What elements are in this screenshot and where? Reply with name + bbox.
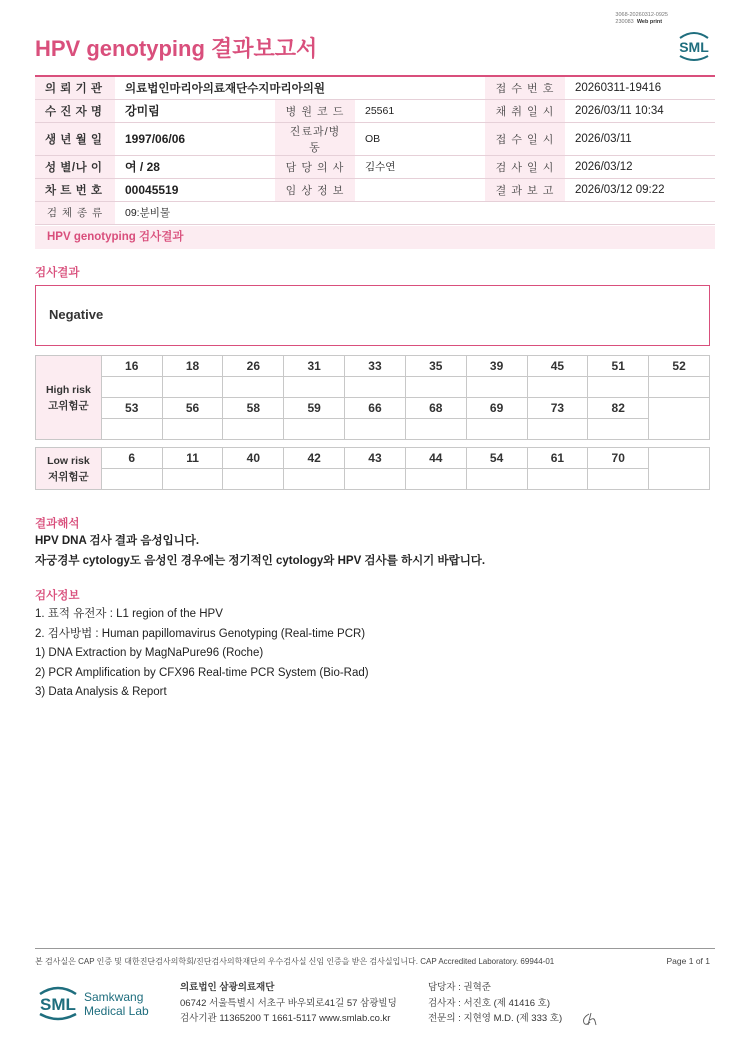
test-info-text (35, 605, 369, 703)
genotype-cell: 58 (223, 398, 284, 419)
result-cell (284, 469, 345, 490)
sml-logo-icon (674, 26, 714, 66)
genotype-cell: 31 (284, 356, 345, 377)
signature-icon (580, 1010, 602, 1028)
test-info-line: 1) DNA Extraction by MagNaPure96 (Roche) (35, 647, 264, 659)
genotype-cell: 26 (223, 356, 284, 377)
info-label: 담 당 의 사 (275, 155, 355, 178)
low-risk-label: Low risk 저위험군 (36, 448, 102, 490)
info-value: 의료법인마리아의료재단수지마리아의원 (115, 76, 485, 99)
info-label: 수 진 자 명 (35, 99, 115, 122)
footer-note: 본 검사실은 CAP 인증 및 대한진단검사의학회/진단검사의학재단의 우수검사실 신임 인증을 받은 검사실입니다. CAP Accredited Laboratory. 69944-01 (35, 957, 555, 966)
result-heading: 검사결과 (35, 267, 80, 279)
info-row (35, 99, 715, 122)
genotype-cell: 53 (101, 398, 162, 419)
page-number: Page 1 of 1 (666, 956, 710, 966)
result-cell (223, 377, 284, 398)
info-label: 차 트 번 호 (35, 178, 115, 201)
result-row (36, 419, 710, 440)
samkwang-logo-icon (36, 980, 156, 1024)
info-value: 여 / 28 (115, 155, 275, 178)
interpretation-line: HPV DNA 검사 결과 음성입니다. (35, 535, 200, 547)
specimen-label: 검 체 종 류 (35, 201, 115, 224)
result-cell (162, 377, 223, 398)
result-cell (162, 419, 223, 440)
genotype-cell: 66 (345, 398, 406, 419)
svg-text:SML: SML (40, 995, 76, 1014)
result-cell (588, 377, 649, 398)
info-label: 임 상 정 보 (275, 178, 355, 201)
staff-line: 검사자 : 서진호 (제 41416 호) (428, 997, 550, 1009)
footer-divider (35, 948, 715, 949)
result-cell (284, 419, 345, 440)
svg-text:SML: SML (679, 39, 709, 55)
result-cell (223, 419, 284, 440)
org-name: 의료법인 삼광의료재단 (180, 982, 275, 993)
result-cell (527, 419, 588, 440)
info-value: 2026/03/11 10:34 (565, 99, 715, 122)
svg-text:Medical Lab: Medical Lab (84, 1004, 149, 1018)
document-code (615, 12, 668, 26)
result-cell (101, 469, 162, 490)
high-risk-table (35, 355, 710, 440)
result-cell (345, 419, 406, 440)
result-cell (284, 377, 345, 398)
test-info-line: 1. 표적 유전자 : L1 region of the HPV (35, 608, 223, 620)
genotype-cell: 52 (649, 356, 710, 377)
section-title: HPV genotyping 검사결과 (35, 226, 715, 249)
genotype-cell: 45 (527, 356, 588, 377)
result-cell (527, 377, 588, 398)
result-row (36, 469, 710, 490)
info-value: 2026/03/12 (565, 155, 715, 178)
document-code-line2: 230083 Web print (615, 19, 663, 25)
info-label: 의 뢰 기 관 (35, 76, 115, 99)
genotype-cell: 70 (588, 448, 649, 469)
test-info-line: 2) PCR Amplification by CFX96 Real-time PCR System (Bio-Rad) (35, 666, 369, 679)
report-title: HPV genotyping 결과보고서 (35, 36, 318, 61)
info-label: 생 년 월 일 (35, 122, 115, 155)
result-value: Negative (35, 285, 710, 346)
genotype-cell: 42 (284, 448, 345, 469)
info-value: 00045519 (115, 178, 275, 201)
staff-line: 전문의 : 지현영 M.D. (제 333 호) (428, 1013, 563, 1024)
genotype-row (36, 356, 710, 377)
info-value: OB (355, 122, 485, 155)
result-cell (466, 469, 527, 490)
info-label: 검 사 일 시 (485, 155, 565, 178)
result-cell (588, 469, 649, 490)
genotype-cell: 51 (588, 356, 649, 377)
info-label: 병 원 코 드 (275, 99, 355, 122)
result-cell (162, 469, 223, 490)
org-contact: 검사기관 11365200 T 1661-5117 www.smlab.co.kr (180, 1013, 391, 1024)
genotype-cell: 61 (527, 448, 588, 469)
result-cell (345, 377, 406, 398)
result-cell (223, 469, 284, 490)
info-label: 결 과 보 고 (485, 178, 565, 201)
org-address: 06742 서울특별시 서초구 바우뫼로41길 57 삼광빌딩 (180, 997, 397, 1009)
patient-info-table (35, 75, 715, 225)
genotype-cell: 44 (405, 448, 466, 469)
info-row (35, 155, 715, 178)
result-cell (527, 469, 588, 490)
staff-line: 담당자 : 권혁준 (428, 982, 491, 993)
test-info-line: 2. 검사방법 : Human papillomavirus Genotyping (Real-time PCR) (35, 627, 366, 640)
blank-cell (649, 398, 710, 440)
info-row (35, 178, 715, 201)
test-info-heading: 검사정보 (35, 590, 80, 602)
genotype-row (36, 448, 710, 469)
info-value: 김수연 (355, 155, 485, 178)
result-cell (466, 419, 527, 440)
info-value: 2026/03/12 09:22 (565, 178, 715, 201)
result-cell (405, 469, 466, 490)
info-row (35, 122, 715, 155)
low-risk-table (35, 447, 710, 490)
genotype-cell: 39 (466, 356, 527, 377)
genotype-cell: 11 (162, 448, 223, 469)
genotype-cell: 54 (466, 448, 527, 469)
org-info (180, 980, 397, 1027)
interpretation-text (35, 532, 485, 571)
result-cell (649, 377, 710, 398)
result-cell (101, 377, 162, 398)
info-row (35, 76, 715, 99)
genotype-cell: 16 (101, 356, 162, 377)
svg-text:Samkwang: Samkwang (84, 990, 144, 1004)
genotype-cell: 59 (284, 398, 345, 419)
info-label: 성 별/나 이 (35, 155, 115, 178)
info-value (355, 178, 485, 201)
genotype-row (36, 398, 710, 419)
genotype-cell: 73 (527, 398, 588, 419)
result-cell (466, 377, 527, 398)
genotype-cell: 43 (345, 448, 406, 469)
staff-info (428, 980, 562, 1027)
blank-cell (649, 448, 710, 490)
result-row (36, 377, 710, 398)
high-risk-label: High risk 고위험군 (36, 356, 102, 440)
info-row (35, 201, 715, 224)
info-value: 20260311-19416 (565, 76, 715, 99)
genotype-cell: 40 (223, 448, 284, 469)
info-value: 2026/03/11 (565, 122, 715, 155)
info-label: 접 수 번 호 (485, 76, 565, 99)
genotype-cell: 69 (466, 398, 527, 419)
genotype-cell: 33 (345, 356, 406, 377)
info-label: 채 취 일 시 (485, 99, 565, 122)
result-cell (101, 419, 162, 440)
info-label: 진료과/병동 (275, 122, 355, 155)
info-value: 강미림 (115, 99, 275, 122)
result-cell (405, 377, 466, 398)
genotype-cell: 35 (405, 356, 466, 377)
test-info-line: 3) Data Analysis & Report (35, 686, 167, 698)
genotype-cell: 56 (162, 398, 223, 419)
specimen-value: 09:분비물 (115, 201, 715, 224)
interpretation-heading: 결과해석 (35, 518, 80, 530)
genotype-cell: 6 (101, 448, 162, 469)
genotype-cell: 82 (588, 398, 649, 419)
result-cell (405, 419, 466, 440)
result-cell (588, 419, 649, 440)
genotype-cell: 68 (405, 398, 466, 419)
genotype-cell: 18 (162, 356, 223, 377)
interpretation-line: 자궁경부 cytology도 음성인 경우에는 정기적인 cytology와 HPV 검사를 하시기 바랍니다. (35, 554, 486, 567)
result-cell (345, 469, 406, 490)
info-value: 25561 (355, 99, 485, 122)
info-label: 접 수 일 시 (485, 122, 565, 155)
info-value: 1997/06/06 (115, 122, 275, 155)
document-code-line1: 3068-20260312-0925 (615, 12, 668, 18)
